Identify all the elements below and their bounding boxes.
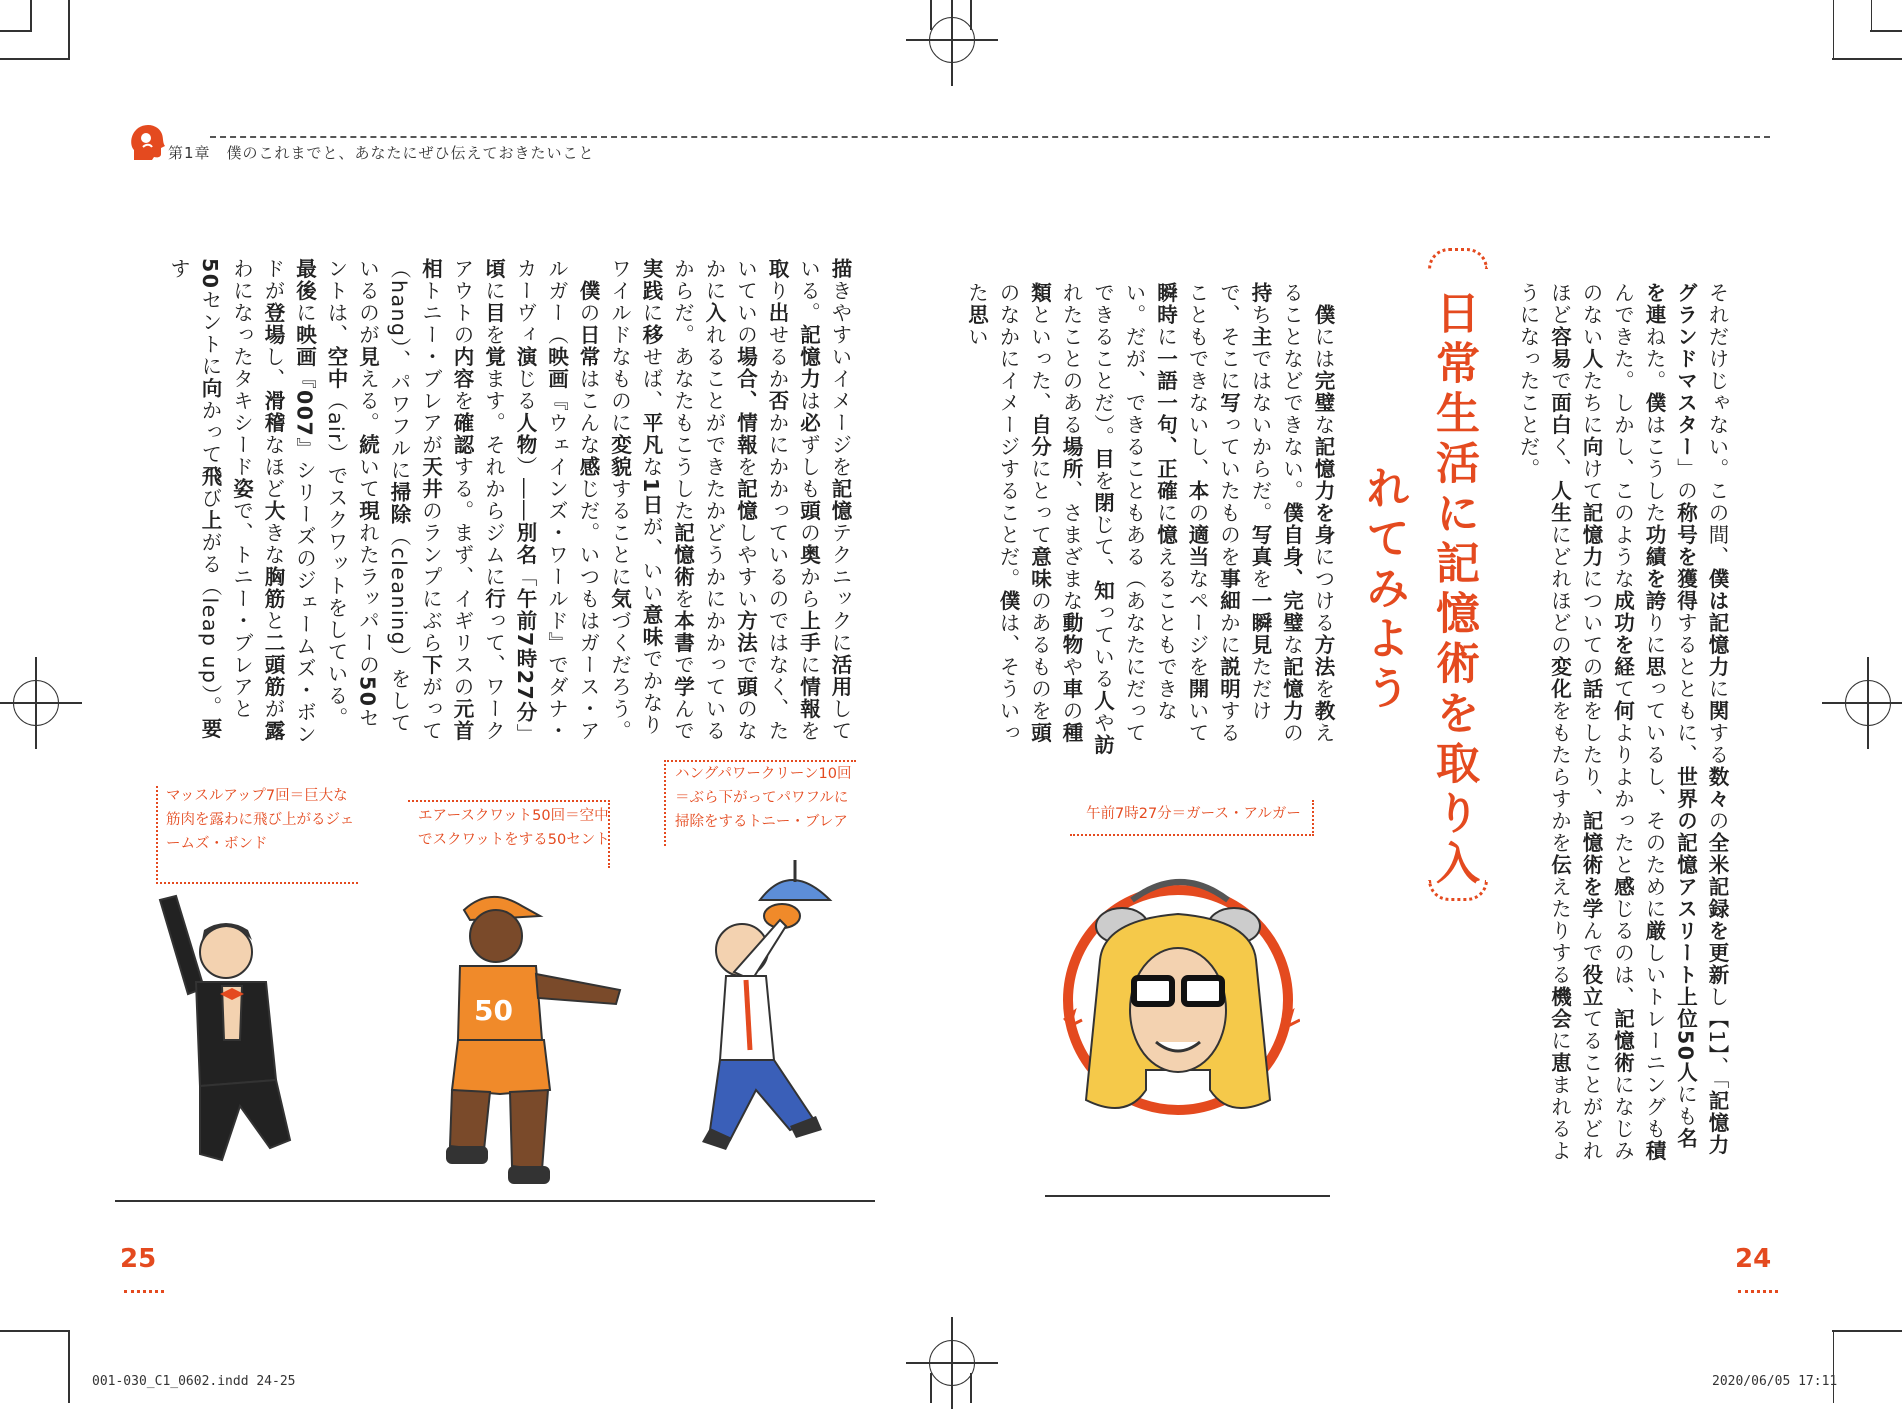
caption-line: 筋肉を露わに飛び上がるジェ xyxy=(166,812,355,828)
page-number-right-dots xyxy=(1738,1290,1778,1293)
left-illustration-baseline xyxy=(115,1200,875,1202)
page-number-right: 24 xyxy=(1735,1244,1772,1274)
crop-mark xyxy=(30,0,32,30)
heading-bracket-top xyxy=(1428,248,1488,269)
crop-mark xyxy=(1871,0,1873,30)
crop-mark xyxy=(1832,1330,1902,1332)
crop-mark xyxy=(1870,30,1902,32)
caption-line: ＝ぶら下がってパワフルに xyxy=(675,790,849,806)
crop-mark xyxy=(1833,1330,1835,1403)
right-illustration-baseline xyxy=(1045,1195,1330,1197)
svg-text:50: 50 xyxy=(474,994,513,1027)
caption-garth: 午前7時27分＝ガース・アルガー xyxy=(1086,806,1301,822)
caption-line: ハングパワークリーン10回 xyxy=(675,766,852,782)
chapter-title: 第1章 僕のこれまでと、あなたにぜひ伝えておきたいこと xyxy=(168,144,595,162)
james-bond-illustration xyxy=(140,890,340,1180)
section-heading: 日常生活に記憶術を取り入れてみよう xyxy=(1358,290,1479,890)
crop-mark xyxy=(0,58,70,60)
right-page-body: それだけじゃない。この間、僕は記憶力に関する数々の全米記録を更新し【1】、「記憶力グランドマスター」の称号を獲得するとともに、世界の記憶アスリート上位50人にも名を連ねた。僕はこうした功績を誇りに思っているし、そのために厳しいトレーニングも積んできた。しかし、このような成功を経て何よりよかったと感じるのは、記憶術になじみのない人たちに向けて記憶力についての話をしたり、記憶術を学んで役立てることがどれほど容易で面白く、人生にどれほどの変化をもたらすかを伝えたりする機会に恵まれるようになったことだ。 xyxy=(1516,282,1729,1162)
crop-mark xyxy=(930,1373,932,1403)
registration-mark-left xyxy=(13,680,59,726)
caption-line: でスクワットをする50セント xyxy=(418,832,610,848)
crop-mark xyxy=(0,1330,70,1332)
crop-mark xyxy=(68,1330,70,1403)
right-page-body-2: 僕には完璧な記憶力を身につける方法を教えることなどできない。僕自身、完璧な記憶力の持ち主ではないからだ。写真を一瞬見ただけで、そこに写っていたものを事細かに説明することもできないし、本の適当なページを開いて瞬時に一語一句、正確に憶えることもできない。だが、できることもある（あなたにだってできることだ）。目を閉じて、知っている人や訪れたことのある場所、さまざまな動物や車の種類といった、自分にとって意味のあるものを頭のなかにイメージすることだ。僕は、そういった思い xyxy=(964,282,1335,756)
crop-mark xyxy=(1833,0,1835,58)
tony-blair-illustration xyxy=(690,860,870,1180)
slug-filename: 001-030_C1_0602.indd 24-25 xyxy=(92,1374,296,1389)
page-number-left: 25 xyxy=(120,1244,157,1274)
caption-fifty xyxy=(418,804,610,852)
crop-mark xyxy=(970,1373,972,1403)
crop-mark xyxy=(0,30,32,32)
left-page-body: 描きやすいイメージを記憶テクニックに活用している。記憶力は必ずしも頭の奥から上手に情報を取り出せるか否かにかかっているのではなく、たいていの場合、情報を記憶しやすい方法で頭のなかに入れることができたかどうかにかかっているからだ。あなたもこうした記憶術を本書で学んで実践に移せば、平凡な1日が、いい意味でかなりワイルドなものに変貌することに気づくだろう。 僕の日常はこんな感じだ。いつもはガース・アルガー（映画『ウェインズ・ワールド』でダナ・カーヴィ演じる人物）――別名「午前7時27分」頃に目を覚ます。それからジムに行って、ワークアウトの内容を確認する。まず、イギリスの元首相トニー・ブレアが天井のランプにぶら下がって（hang）、パワフルに掃除（cleaning）をしているのが見える。続いて現れたラッパーの50セントは、空中（air）でスクワットをしている。最後に映画『007』シリーズのジェームズ・ボンドが登場し、滑稽なほど大きな胸筋と二頭筋が露わになったタキシード姿で、トニー・ブレアと50セントに向かって飛び上がる（leap up）。要す xyxy=(166,258,852,746)
registration-mark-bottom xyxy=(929,1340,975,1386)
header-rule xyxy=(210,136,1770,138)
garth-algar-illustration xyxy=(1060,870,1300,1130)
page-number-left-dots xyxy=(124,1290,164,1293)
crop-mark xyxy=(930,0,932,30)
head-icon xyxy=(128,120,168,164)
caption-bond xyxy=(166,784,354,856)
fifty-cent-illustration xyxy=(430,880,630,1190)
slug-datetime: 2020/06/05 17:11 xyxy=(1712,1374,1838,1389)
caption-blair xyxy=(675,762,852,834)
crop-mark xyxy=(1832,58,1902,60)
registration-mark-right xyxy=(1845,680,1891,726)
registration-mark-top xyxy=(929,17,975,63)
caption-line: 掃除をするトニー・ブレア xyxy=(675,814,848,830)
caption-line: エアースクワット50回＝空中 xyxy=(418,808,609,824)
crop-mark xyxy=(68,0,70,58)
caption-line: ームズ・ボンド xyxy=(166,836,268,852)
caption-line: マッスルアップ7回＝巨大な xyxy=(166,788,348,804)
